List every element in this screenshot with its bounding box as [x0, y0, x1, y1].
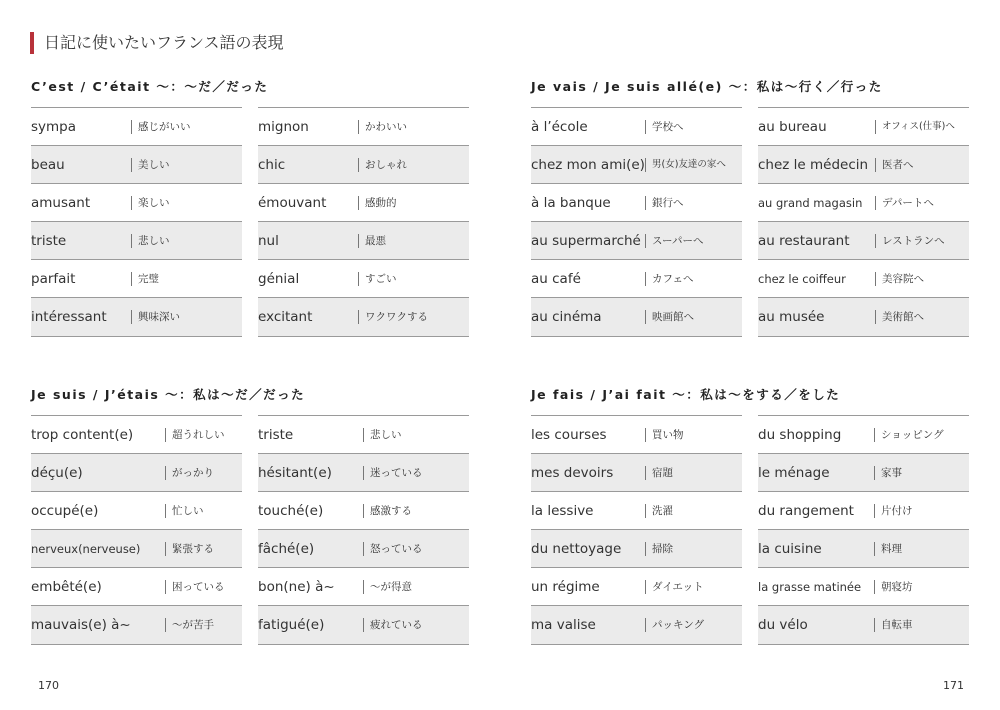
- vocab-row: [531, 183, 742, 221]
- french-term: au bureau: [758, 119, 827, 135]
- japanese-meaning: 悲しい: [131, 234, 170, 248]
- french-term: embêté(e): [31, 579, 102, 595]
- french-term: au restaurant: [758, 233, 850, 249]
- french-term: nerveux(nerveuse): [31, 542, 141, 556]
- japanese-meaning: レストランへ: [875, 234, 945, 248]
- vocab-row: [258, 221, 469, 259]
- french-term: chez le coiffeur: [758, 272, 846, 286]
- vocab-row: [258, 567, 469, 605]
- japanese-meaning: かわいい: [358, 120, 407, 134]
- japanese-meaning: 宿題: [645, 466, 673, 480]
- french-term: chic: [258, 157, 286, 173]
- vocab-row: [758, 529, 969, 567]
- vocab-row: [258, 415, 469, 453]
- vocab-row: [758, 145, 969, 183]
- french-term: parfait: [31, 271, 76, 287]
- vocab-row: [531, 259, 742, 297]
- japanese-meaning: 忙しい: [165, 504, 204, 518]
- japanese-meaning: 楽しい: [131, 196, 170, 210]
- vocab-row: [258, 145, 469, 183]
- vocab-row: [758, 183, 969, 221]
- french-term: excitant: [258, 309, 313, 325]
- vocab-row: [258, 491, 469, 529]
- french-term: chez le médecin: [758, 157, 869, 173]
- vocab-column-2: [258, 415, 469, 645]
- japanese-meaning: 緊張する: [165, 542, 214, 556]
- french-term: ma valise: [531, 617, 596, 633]
- french-term: à l’école: [531, 119, 588, 135]
- french-term: la grasse matinée: [758, 580, 862, 594]
- japanese-meaning: 美しい: [131, 158, 170, 172]
- vocab-row: [31, 221, 242, 259]
- french-term: mauvais(e) à~: [31, 617, 131, 633]
- french-term: à la banque: [531, 195, 611, 211]
- vocab-row: [758, 107, 969, 145]
- vocab-column-1: [31, 107, 242, 337]
- vocab-row: [31, 107, 242, 145]
- vocab-row: [258, 107, 469, 145]
- japanese-meaning: 家事: [874, 466, 902, 480]
- vocab-row: [531, 415, 742, 453]
- french-term: intéressant: [31, 309, 107, 325]
- french-term: génial: [258, 271, 300, 287]
- vocab-column-2: [758, 415, 969, 645]
- french-term: au grand magasin: [758, 196, 863, 210]
- japanese-meaning: 自転車: [874, 618, 913, 632]
- vocab-row: [258, 453, 469, 491]
- french-term: déçu(e): [31, 465, 83, 481]
- french-term: du nettoyage: [531, 541, 622, 557]
- japanese-meaning: ショッピング: [874, 428, 944, 442]
- page-number-right: 171: [943, 679, 964, 692]
- vocab-row: [31, 145, 242, 183]
- japanese-meaning: 医者へ: [875, 158, 914, 172]
- japanese-meaning: すごい: [358, 272, 397, 286]
- japanese-meaning: 掃除: [645, 542, 673, 556]
- french-term: occupé(e): [31, 503, 99, 519]
- japanese-meaning: ダイエット: [645, 580, 704, 594]
- french-term: du vélo: [758, 617, 808, 633]
- vocab-row: [758, 415, 969, 453]
- japanese-meaning: 映画館へ: [645, 310, 694, 324]
- japanese-meaning: 男(女)友達の家へ: [645, 158, 726, 172]
- french-term: trop content(e): [31, 427, 134, 443]
- french-term: au musée: [758, 309, 825, 325]
- french-term: mes devoirs: [531, 465, 614, 481]
- vocab-column-1: [531, 107, 742, 337]
- vocab-row: [531, 529, 742, 567]
- french-term: fâché(e): [258, 541, 315, 557]
- section-title: Je vais / Je suis allé(e) ～：私は～行く／行った: [531, 79, 883, 94]
- japanese-meaning: 感激する: [363, 504, 412, 518]
- vocab-column-2: [758, 107, 969, 337]
- japanese-meaning: 美術館へ: [875, 310, 924, 324]
- section-title: Je suis / J’étais ～：私は～だ／だった: [31, 387, 306, 402]
- french-term: fatigué(e): [258, 617, 325, 633]
- vocab-row: [758, 491, 969, 529]
- vocab-row: [31, 567, 242, 605]
- japanese-meaning: ～が得意: [363, 580, 412, 594]
- japanese-meaning: デパートへ: [875, 196, 934, 210]
- vocab-row: [31, 491, 242, 529]
- vocab-row: [531, 491, 742, 529]
- vocab-row: [531, 605, 742, 645]
- vocab-row: [531, 453, 742, 491]
- vocab-row: [31, 415, 242, 453]
- vocab-row: [258, 183, 469, 221]
- page-title: 日記に使いたいフランス語の表現: [30, 32, 284, 54]
- vocab-column-2: [258, 107, 469, 337]
- french-term: mignon: [258, 119, 309, 135]
- japanese-meaning: 洗濯: [645, 504, 673, 518]
- vocab-column-1: [31, 415, 242, 645]
- japanese-meaning: パッキング: [645, 618, 704, 632]
- french-term: triste: [258, 427, 294, 443]
- japanese-meaning: ワクワクする: [358, 310, 428, 324]
- vocab-row: [758, 605, 969, 645]
- japanese-meaning: 感動的: [358, 196, 397, 210]
- japanese-meaning: 興味深い: [131, 310, 180, 324]
- french-term: hésitant(e): [258, 465, 332, 481]
- japanese-meaning: おしゃれ: [358, 158, 407, 172]
- vocab-row: [758, 453, 969, 491]
- french-term: le ménage: [758, 465, 830, 481]
- japanese-meaning: 感じがいい: [131, 120, 191, 134]
- french-term: bon(ne) à~: [258, 579, 335, 595]
- vocab-column-1: [531, 415, 742, 645]
- french-term: les courses: [531, 427, 607, 443]
- french-term: au café: [531, 271, 581, 287]
- french-term: au supermarché: [531, 233, 641, 249]
- french-term: triste: [31, 233, 67, 249]
- japanese-meaning: 料理: [874, 542, 902, 556]
- japanese-meaning: 迷っている: [363, 466, 423, 480]
- japanese-meaning: 悲しい: [363, 428, 402, 442]
- french-term: au cinéma: [531, 309, 602, 325]
- french-term: du shopping: [758, 427, 842, 443]
- vocab-row: [758, 297, 969, 337]
- japanese-meaning: オフィス(仕事)へ: [875, 120, 955, 134]
- french-term: du rangement: [758, 503, 854, 519]
- section-title: Je fais / J’ai fait ～：私は～をする／をした: [531, 387, 841, 402]
- french-term: touché(e): [258, 503, 324, 519]
- vocab-row: [531, 145, 742, 183]
- vocab-row: [31, 605, 242, 645]
- vocab-row: [258, 605, 469, 645]
- vocab-row: [258, 259, 469, 297]
- vocab-row: [531, 107, 742, 145]
- japanese-meaning: 銀行へ: [645, 196, 684, 210]
- japanese-meaning: スーパーへ: [645, 234, 703, 248]
- vocab-row: [31, 297, 242, 337]
- japanese-meaning: 困っている: [165, 580, 225, 594]
- japanese-meaning: 超うれしい: [165, 428, 225, 442]
- vocab-row: [31, 259, 242, 297]
- japanese-meaning: カフェへ: [645, 272, 693, 286]
- section-title: C’est / C’était ～：～だ／だった: [31, 79, 269, 94]
- page-number-left: 170: [38, 679, 59, 692]
- japanese-meaning: 美容院へ: [875, 272, 924, 286]
- french-term: la cuisine: [758, 541, 822, 557]
- vocab-row: [758, 259, 969, 297]
- japanese-meaning: 最悪: [358, 234, 386, 248]
- french-term: émouvant: [258, 195, 327, 211]
- japanese-meaning: 買い物: [645, 428, 684, 442]
- vocab-row: [258, 297, 469, 337]
- vocab-row: [758, 567, 969, 605]
- french-term: un régime: [531, 579, 600, 595]
- japanese-meaning: 朝寝坊: [874, 580, 913, 594]
- vocab-row: [31, 529, 242, 567]
- japanese-meaning: 疲れている: [363, 618, 423, 632]
- japanese-meaning: ～が苦手: [165, 618, 214, 632]
- vocab-row: [531, 297, 742, 337]
- vocab-row: [531, 567, 742, 605]
- japanese-meaning: 怒っている: [363, 542, 423, 556]
- japanese-meaning: 完璧: [131, 272, 159, 286]
- japanese-meaning: 学校へ: [645, 120, 684, 134]
- vocab-row: [258, 529, 469, 567]
- french-term: nul: [258, 233, 279, 249]
- japanese-meaning: がっかり: [165, 466, 214, 480]
- french-term: amusant: [31, 195, 91, 211]
- vocab-row: [31, 453, 242, 491]
- french-term: sympa: [31, 119, 77, 135]
- vocab-row: [758, 221, 969, 259]
- vocab-row: [531, 221, 742, 259]
- vocab-row: [31, 183, 242, 221]
- french-term: chez mon ami(e): [531, 157, 645, 173]
- french-term: la lessive: [531, 503, 594, 519]
- japanese-meaning: 片付け: [874, 504, 913, 518]
- french-term: beau: [31, 157, 65, 173]
